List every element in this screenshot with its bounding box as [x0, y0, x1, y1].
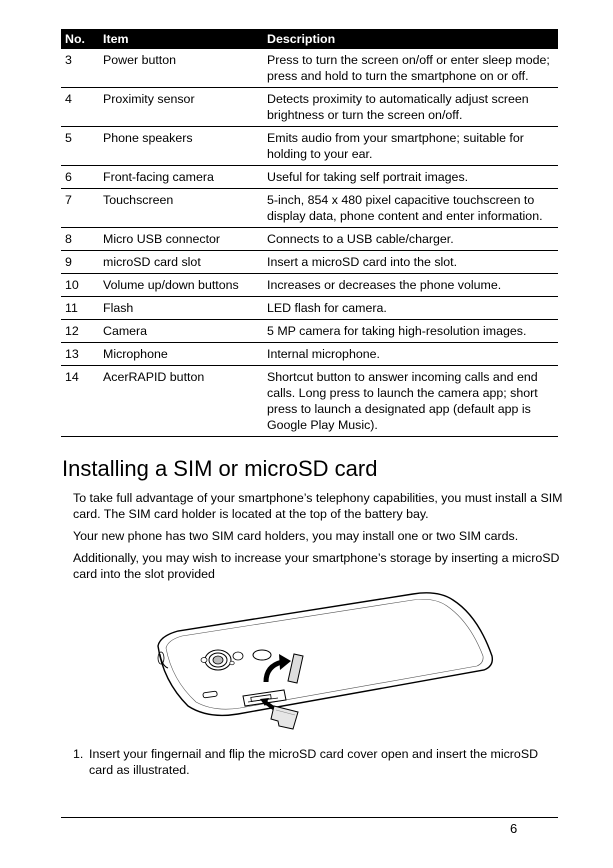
row-description: 5-inch, 854 x 480 pixel capacitive touchscreen to display data, phone content and enter information.	[263, 189, 558, 228]
step-number: 1.	[73, 747, 84, 761]
row-item: Power button	[99, 49, 263, 88]
row-description: Connects to a USB cable/charger.	[263, 228, 558, 251]
row-item: Front-facing camera	[99, 166, 263, 189]
row-item: Camera	[99, 320, 263, 343]
microsd-paragraph: Additionally, you may wish to increase your smartphone’s storage by inserting a microSD card into the slot provided	[73, 551, 560, 581]
step-text: Insert your fingernail and flip the microSD card cover open and insert the microSD card as illustrated.	[89, 747, 539, 777]
row-description: Increases or decreases the phone volume.	[263, 274, 558, 297]
row-description: LED flash for camera.	[263, 297, 558, 320]
row-description: Insert a microSD card into the slot.	[263, 251, 558, 274]
acerrapid-button-icon	[253, 650, 271, 660]
row-number: 12	[61, 320, 99, 343]
row-description: Internal microphone.	[263, 343, 558, 366]
page-number: 6	[510, 821, 518, 836]
table-row	[61, 189, 558, 228]
table-row	[61, 274, 558, 297]
row-item: Phone speakers	[99, 127, 263, 166]
row-description: Press to turn the screen on/off or enter sleep mode; press and hold to turn the smartphone on or off.	[263, 49, 558, 88]
header-item: Item	[99, 29, 263, 49]
row-item: Proximity sensor	[99, 88, 263, 127]
table-row	[61, 88, 558, 127]
row-number: 9	[61, 251, 99, 274]
table-row	[61, 343, 558, 366]
intro-paragraph: To take full advantage of your smartphone’s telephony capabilities, you must install a SIM card. The SIM card holder is located at the top of the battery bay.	[73, 491, 563, 521]
row-number: 4	[61, 88, 99, 127]
row-item: AcerRAPID button	[99, 366, 263, 437]
row-item: Micro USB connector	[99, 228, 263, 251]
table-row	[61, 166, 558, 189]
header-no: No.	[61, 29, 99, 49]
row-item: Volume up/down buttons	[99, 274, 263, 297]
dual-sim-paragraph: Your new phone has two SIM card holders, you may install one or two SIM cards.	[73, 529, 519, 543]
components-table	[61, 29, 558, 437]
row-number: 6	[61, 166, 99, 189]
row-number: 8	[61, 228, 99, 251]
row-number: 10	[61, 274, 99, 297]
table-row	[61, 251, 558, 274]
table-body	[61, 49, 558, 437]
microsd-card-icon	[271, 706, 298, 729]
table-header-row	[61, 29, 558, 49]
row-number: 7	[61, 189, 99, 228]
row-item: Flash	[99, 297, 263, 320]
row-description: Useful for taking self portrait images.	[263, 166, 558, 189]
footer-rule	[61, 817, 558, 818]
table-row	[61, 366, 558, 437]
row-description: Detects proximity to automatically adjust screen brightness or turn the screen on/off.	[263, 88, 558, 127]
row-description: 5 MP camera for taking high-resolution images.	[263, 320, 558, 343]
row-number: 5	[61, 127, 99, 166]
section-title: Installing a SIM or microSD card	[62, 456, 378, 481]
row-description: Emits audio from your smartphone; suitable for holding to your ear.	[263, 127, 558, 166]
row-item: Microphone	[99, 343, 263, 366]
table-row	[61, 320, 558, 343]
table-row	[61, 49, 558, 88]
row-number: 14	[61, 366, 99, 437]
row-item: Touchscreen	[99, 189, 263, 228]
row-number: 3	[61, 49, 99, 88]
row-number: 11	[61, 297, 99, 320]
table-row	[61, 297, 558, 320]
header-description: Description	[263, 29, 558, 49]
phone-microsd-illustration	[148, 586, 500, 736]
row-item: microSD card slot	[99, 251, 263, 274]
table-row	[61, 127, 558, 166]
row-number: 13	[61, 343, 99, 366]
row-description: Shortcut button to answer incoming calls and end calls. Long press to launch the camera app; short press to launch a designated app (default app is Google Play Music).	[263, 366, 558, 437]
table-row	[61, 228, 558, 251]
